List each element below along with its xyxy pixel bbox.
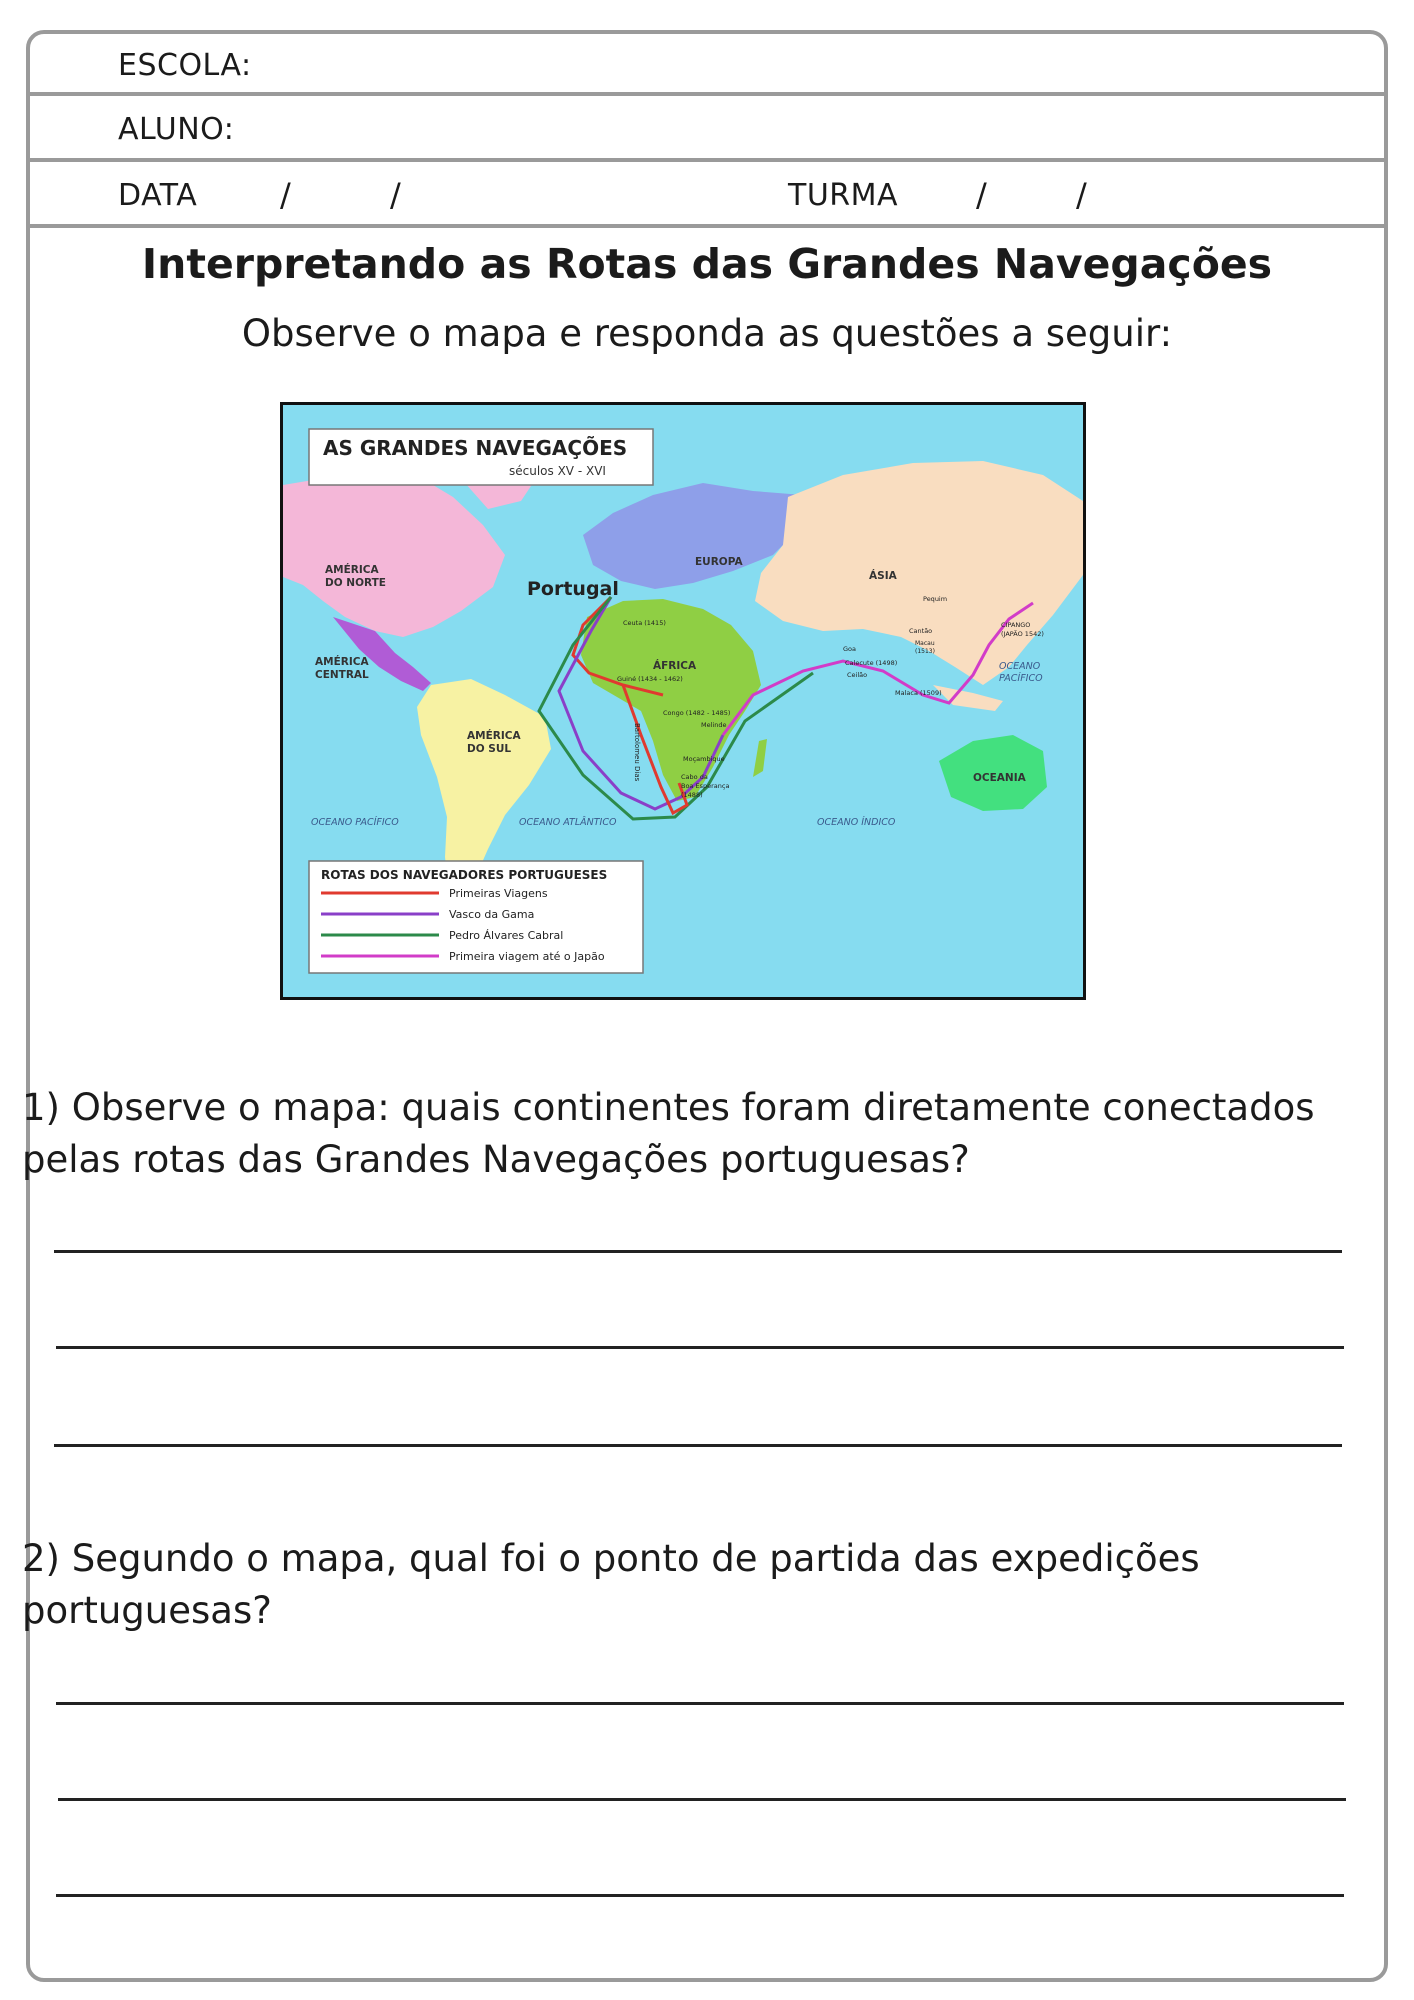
label-cabo-1: Cabo da <box>681 773 708 781</box>
map-title: AS GRANDES NAVEGAÇÕES <box>323 436 628 460</box>
class-label: TURMA <box>788 178 899 213</box>
label-goa: Goa <box>843 645 856 653</box>
school-row <box>30 34 1384 96</box>
legend-label-0: Primeiras Viagens <box>449 887 548 900</box>
legend-label-1: Vasco da Gama <box>449 908 535 921</box>
question-2: 2) Segundo o mapa, qual foi o ponto de partida das expedições portuguesas? <box>22 1537 1200 1632</box>
label-cabo-3: (1488) <box>681 791 703 799</box>
label-europe: EUROPA <box>695 556 743 568</box>
label-pequim: Pequim <box>923 595 948 603</box>
label-cantao: Cantão <box>909 627 933 635</box>
label-cipango-2: (JAPÃO 1542) <box>1001 630 1044 638</box>
label-portugal: Portugal <box>527 578 619 600</box>
date-label: DATA <box>118 178 198 213</box>
answer-line-1c[interactable] <box>54 1444 1342 1447</box>
question-1: 1) Observe o mapa: quais continentes foram diretamente conectados pelas rotas das Grandes Navegações portuguesas? <box>22 1086 1315 1181</box>
label-cabo-2: Boa Esperança <box>681 782 730 790</box>
date-class-row <box>30 162 1384 228</box>
map-svg <box>283 405 1083 997</box>
school-label: ESCOLA: <box>118 48 252 83</box>
legend-title: ROTAS DOS NAVEGADORES PORTUGUESES <box>321 868 608 882</box>
legend-label-3: Primeira viagem até o Japão <box>449 950 605 963</box>
label-calecute: Calecute (1498) <box>845 659 898 667</box>
label-central-america-2: CENTRAL <box>315 669 369 681</box>
answer-line-1b[interactable] <box>56 1346 1344 1349</box>
label-guine: Guiné (1434 - 1462) <box>617 675 683 683</box>
label-africa: ÁFRICA <box>653 660 697 672</box>
answer-line-2c[interactable] <box>56 1894 1344 1897</box>
label-indian: OCEANO ÍNDICO <box>817 817 896 828</box>
label-melinde: Melinde <box>701 721 727 729</box>
label-pacific-east-2: PACÍFICO <box>999 673 1043 684</box>
label-pacific-east-1: OCEANO <box>999 661 1041 672</box>
legend-label-2: Pedro Álvares Cabral <box>449 929 564 942</box>
label-mocambique: Moçambique <box>683 755 725 763</box>
student-label: ALUNO: <box>118 112 235 147</box>
label-congo: Congo (1482 - 1485) <box>663 709 731 717</box>
label-cipango-1: CIPANGO <box>1001 621 1031 629</box>
map-subtitle: séculos XV - XVI <box>509 464 606 478</box>
page-subtitle: Observe o mapa e responda as questões a seguir: <box>241 312 1173 355</box>
label-central-america-1: AMÉRICA <box>315 656 369 668</box>
answer-line-2a[interactable] <box>56 1702 1344 1705</box>
class-slash-1: / <box>976 176 987 214</box>
label-south-america-2: DO SUL <box>467 743 512 755</box>
label-ceuta: Ceuta (1415) <box>623 619 666 627</box>
navigation-map <box>280 402 1086 1000</box>
label-ceilao: Ceilão <box>847 671 868 679</box>
answer-line-1a[interactable] <box>54 1250 1342 1253</box>
label-oceania: OCEANIA <box>973 772 1026 784</box>
class-slash-2: / <box>1076 176 1087 214</box>
date-slash-2: / <box>390 176 401 214</box>
page-title: Interpretando as Rotas das Grandes Navegações <box>141 240 1273 288</box>
label-north-america-1: AMÉRICA <box>325 564 379 576</box>
answer-line-2b[interactable] <box>58 1798 1346 1801</box>
label-bartolomeu: Bartolomeu Dias <box>633 723 641 782</box>
student-row <box>30 96 1384 162</box>
label-malaca: Malaca (1509) <box>895 689 942 697</box>
label-atlantic: OCEANO ATLÂNTICO <box>519 817 617 828</box>
date-slash-1: / <box>280 176 291 214</box>
label-asia: ÁSIA <box>869 570 897 582</box>
label-north-america-2: DO NORTE <box>325 577 386 589</box>
label-macau-1: Macau <box>915 640 935 647</box>
label-macau-2: (1513) <box>915 648 935 655</box>
label-pacific-west: OCEANO PACÍFICO <box>311 817 399 828</box>
label-south-america-1: AMÉRICA <box>467 730 521 742</box>
